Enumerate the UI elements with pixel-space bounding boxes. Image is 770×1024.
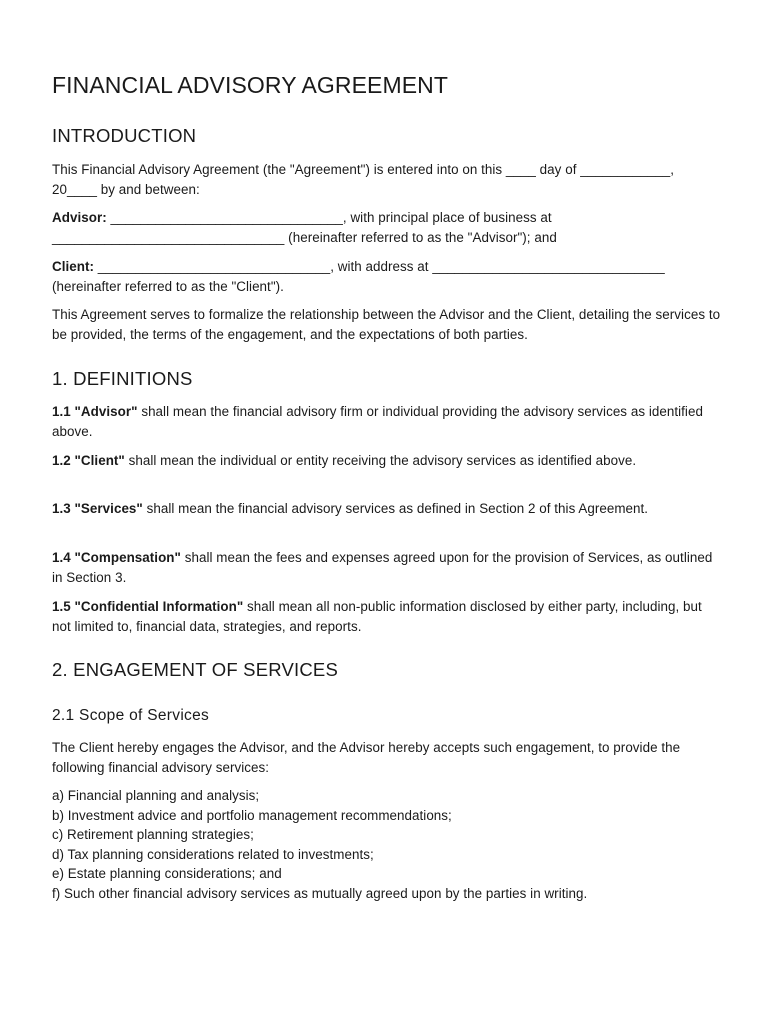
- scope-subheading: 2.1 Scope of Services: [52, 707, 210, 724]
- client-label: Client:: [52, 259, 95, 274]
- list-item: d) Tax planning considerations related to investments;: [52, 846, 374, 862]
- definition-term: 1.5 "Confidential Information": [52, 599, 244, 614]
- definition-term: 1.4 "Compensation": [52, 550, 181, 565]
- list-item: b) Investment advice and portfolio management recommendations;: [52, 807, 452, 823]
- purpose-paragraph: This Agreement serves to formalize the relationship between the Advisor and the Client, detailing the services to be provided, the terms of the engagement, and the expectations of both parties.: [52, 307, 721, 342]
- definition-term: 1.2 "Client": [52, 453, 125, 468]
- scope-intro: The Client hereby engages the Advisor, and the Advisor hereby accepts such engagement, to provide the following financial advisory services:: [52, 740, 681, 775]
- list-item: a) Financial planning and analysis;: [52, 788, 260, 803]
- definition-text: shall mean the fees and expenses agreed upon for the provision of Services, as outlined in Section 3.: [52, 550, 713, 585]
- advisor-label: Advisor:: [52, 210, 107, 225]
- advisor-text: _______________________________, with principal place of business at _______________________________ (hereinafter referred to as the "Advisor"); and: [52, 210, 557, 245]
- definition-item: [52, 451, 722, 471]
- definition-text: shall mean all non-public information disclosed by either party, including, but not limited to, financial data, strategies, and reports.: [52, 599, 702, 634]
- definition-item: [52, 402, 722, 441]
- definition-term: 1.3 "Services": [52, 501, 143, 516]
- client-paragraph: [52, 257, 722, 296]
- introduction-paragraph: This Financial Advisory Agreement (the "Agreement") is entered into on this ____ day of ____________, 20____ by and between:: [52, 162, 674, 197]
- definition-item: [52, 548, 722, 587]
- definition-item: [52, 499, 722, 519]
- definition-text: shall mean the financial advisory firm or individual providing the advisory services as identified above.: [52, 404, 703, 439]
- definition-item: [52, 597, 722, 636]
- definition-term: 1.1 "Advisor": [52, 404, 138, 419]
- list-item: f) Such other financial advisory services as mutually agreed upon by the parties in writing.: [52, 885, 588, 901]
- client-text: _______________________________, with address at _______________________________ (hereinafter referred to as the "Client").: [52, 259, 665, 294]
- engagement-heading: 2. ENGAGEMENT OF SERVICES: [52, 659, 338, 680]
- introduction-heading: INTRODUCTION: [52, 125, 197, 146]
- list-item: c) Retirement planning strategies;: [52, 827, 254, 843]
- services-list: [52, 786, 722, 904]
- list-item: e) Estate planning considerations; and: [52, 866, 282, 882]
- document-title: FINANCIAL ADVISORY AGREEMENT: [52, 72, 449, 98]
- definitions-heading: 1. DEFINITIONS: [52, 368, 193, 389]
- definition-text: shall mean the individual or entity receiving the advisory services as identified above.: [124, 453, 637, 468]
- definition-text: shall mean the financial advisory services as defined in Section 2 of this Agreement.: [142, 501, 649, 516]
- advisor-paragraph: [52, 208, 722, 247]
